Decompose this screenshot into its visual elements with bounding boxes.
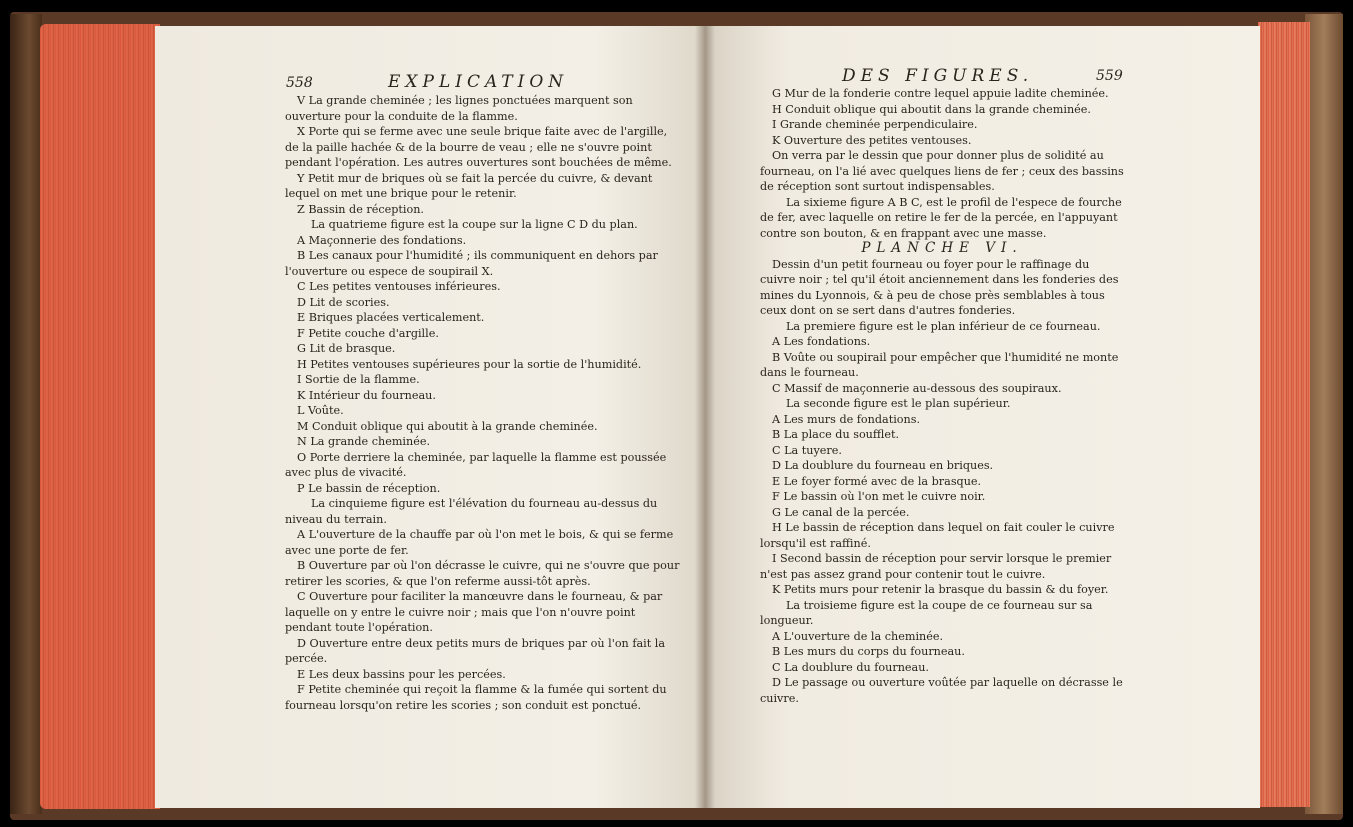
figure-caption: La troisieme figure est la coupe de ce fourneau sur sa longueur. bbox=[760, 598, 1093, 627]
left-running-head: EXPLICATION bbox=[388, 72, 569, 92]
legend-item: E Les deux bassins pour les percées. bbox=[297, 667, 506, 681]
legend-item: C La tuyere. bbox=[772, 443, 842, 457]
left-cover bbox=[10, 14, 42, 814]
left-page-text bbox=[285, 93, 683, 713]
legend-item: E Le foyer formé avec de la brasque. bbox=[772, 474, 982, 488]
right-running-head: DES FIGURES. bbox=[842, 66, 1034, 86]
plate-title: PLANCHE VI. bbox=[861, 240, 1023, 256]
legend-item: O Porte derriere la cheminée, par laquelle la flamme est poussée avec plus de vivacité. bbox=[285, 450, 667, 479]
legend-item: K Ouverture des petites ventouses. bbox=[772, 133, 972, 147]
right-page-text bbox=[760, 86, 1124, 706]
legend-item: K Petits murs pour retenir la brasque du bassin & du foyer. bbox=[772, 583, 1109, 596]
right-text-after-plate bbox=[760, 257, 1124, 707]
legend-item: B Ouverture par où l'on décrasse le cuivre, qui ne s'ouvre que pour retirer les scories, & que l'on referme aussi-tôt après. bbox=[285, 559, 680, 588]
left-page-edges bbox=[40, 24, 160, 809]
legend-item: A Les murs de fondations. bbox=[772, 412, 921, 426]
right-page-edges bbox=[1258, 22, 1310, 807]
legend-item: E Briques placées verticalement. bbox=[297, 311, 485, 324]
legend-item: B La place du soufflet. bbox=[772, 428, 900, 441]
legend-item: D La doublure du fourneau en briques. bbox=[772, 459, 994, 472]
book-gutter bbox=[695, 26, 715, 808]
legend-item: H Conduit oblique qui aboutit dans la grande cheminée. bbox=[772, 102, 1091, 116]
legend-item: Z Bassin de réception. bbox=[297, 202, 424, 216]
legend-item: On verra par le dessin que pour donner plus de solidité au fourneau, on l'a lié avec quelques liens de fer ; ceux des bassins de réception sont surtout indispensables. bbox=[760, 149, 1124, 193]
legend-item: G Le canal de la percée. bbox=[772, 505, 910, 519]
legend-item: C Massif de maçonnerie au-dessous des soupiraux. bbox=[772, 381, 1062, 395]
legend-item: C Ouverture pour faciliter la manœuvre dans le fourneau, & par laquelle on y entre le cuivre noir ; mais que l'on n'ouvre point pendant toute l'opération. bbox=[285, 590, 663, 634]
figure-caption: La quatrieme figure est la coupe sur la ligne C D du plan. bbox=[311, 218, 638, 231]
legend-item: H Petites ventouses supérieures pour la sortie de l'humidité. bbox=[297, 357, 642, 371]
legend-item: D Ouverture entre deux petits murs de briques par où l'on fait la percée. bbox=[285, 636, 666, 665]
legend-item: C Les petites ventouses inférieures. bbox=[297, 280, 501, 293]
legend-item: P Le bassin de réception. bbox=[297, 481, 441, 495]
legend-item: Y Petit mur de briques où se fait la percée du cuivre, & devant lequel on met une brique pour le retenir. bbox=[285, 171, 653, 200]
legend-item: G Mur de la fonderie contre lequel appuie ladite cheminée. bbox=[772, 87, 1109, 100]
legend-item: B Les murs du corps du fourneau. bbox=[772, 645, 965, 658]
legend-item: X Porte qui se ferme avec une seule brique faite avec de l'argille, de la paille hachée & de la bourre de veau ; elle ne s'ouvre point pendant l'opération. Les autres ouvertures sont bouchées de même. bbox=[285, 125, 672, 169]
left-page-number: 558 bbox=[286, 75, 313, 91]
figure-caption: La premiere figure est le plan inférieur de ce fourneau. bbox=[786, 319, 1101, 333]
legend-item: F Petite couche d'argille. bbox=[297, 326, 439, 340]
legend-item: G Lit de brasque. bbox=[297, 342, 396, 355]
legend-item: F Le bassin où l'on met le cuivre noir. bbox=[772, 490, 986, 503]
right-text-before-plate bbox=[760, 86, 1124, 241]
legend-item: I Grande cheminée perpendiculaire. bbox=[772, 118, 978, 131]
figure-caption: La cinquieme figure est l'élévation du fourneau au-dessus du niveau du terrain. bbox=[285, 497, 658, 526]
legend-item: I Second bassin de réception pour servir lorsque le premier n'est pas assez grand pour contenir tout le cuivre. bbox=[760, 552, 1112, 581]
legend-item: F Petite cheminée qui reçoit la flamme & la fumée qui sortent du fourneau lorsqu'on retire les scories ; son conduit est ponctué. bbox=[285, 683, 667, 712]
legend-item: A L'ouverture de la chauffe par où l'on met le bois, & qui se ferme avec une porte de fer. bbox=[285, 528, 674, 557]
legend-item: A Les fondations. bbox=[772, 335, 871, 348]
legend-item: K Intérieur du fourneau. bbox=[297, 388, 436, 402]
legend-item: D Lit de scories. bbox=[297, 295, 390, 309]
legend-item: C La doublure du fourneau. bbox=[772, 660, 929, 674]
legend-item: V La grande cheminée ; les lignes ponctuées marquent son ouverture pour la conduite de la flamme. bbox=[285, 94, 633, 123]
legend-item: M Conduit oblique qui aboutit à la grande cheminée. bbox=[297, 419, 598, 433]
legend-item: B Voûte ou soupirail pour empêcher que l'humidité ne monte dans le fourneau. bbox=[760, 350, 1119, 379]
right-cover bbox=[1305, 14, 1343, 814]
legend-item: B Les canaux pour l'humidité ; ils communiquent en dehors par l'ouverture ou espece de soupirail X. bbox=[285, 249, 658, 278]
legend-item: I Sortie de la flamme. bbox=[297, 373, 420, 386]
legend-item: N La grande cheminée. bbox=[297, 435, 431, 448]
legend-item: L Voûte. bbox=[297, 404, 344, 417]
legend-item: Dessin d'un petit fourneau ou foyer pour le raffinage du cuivre noir ; tel qu'il étoit anciennement dans les fonderies des mines du Lyonnois, & à peu de chose près semblables à tous ceux dont on se sert dans d'autres fonderies. bbox=[760, 257, 1119, 317]
figure-caption: La seconde figure est le plan supérieur. bbox=[786, 397, 1011, 410]
legend-item: A L'ouverture de la cheminée. bbox=[772, 629, 944, 643]
legend-item: D Le passage ou ouverture voûtée par laquelle on décrasse le cuivre. bbox=[760, 676, 1123, 705]
figure-caption: La sixieme figure A B C, est le profil de l'espece de fourche de fer, avec laquelle on retire le fer de la percée, en l'appuyant contre son bouton, & en frappant avec une masse. bbox=[760, 195, 1122, 240]
legend-item: A Maçonnerie des fondations. bbox=[297, 233, 467, 247]
legend-item: H Le bassin de réception dans lequel on fait couler le cuivre lorsqu'il est raffiné. bbox=[760, 521, 1115, 550]
right-page-number: 559 bbox=[1096, 68, 1123, 84]
